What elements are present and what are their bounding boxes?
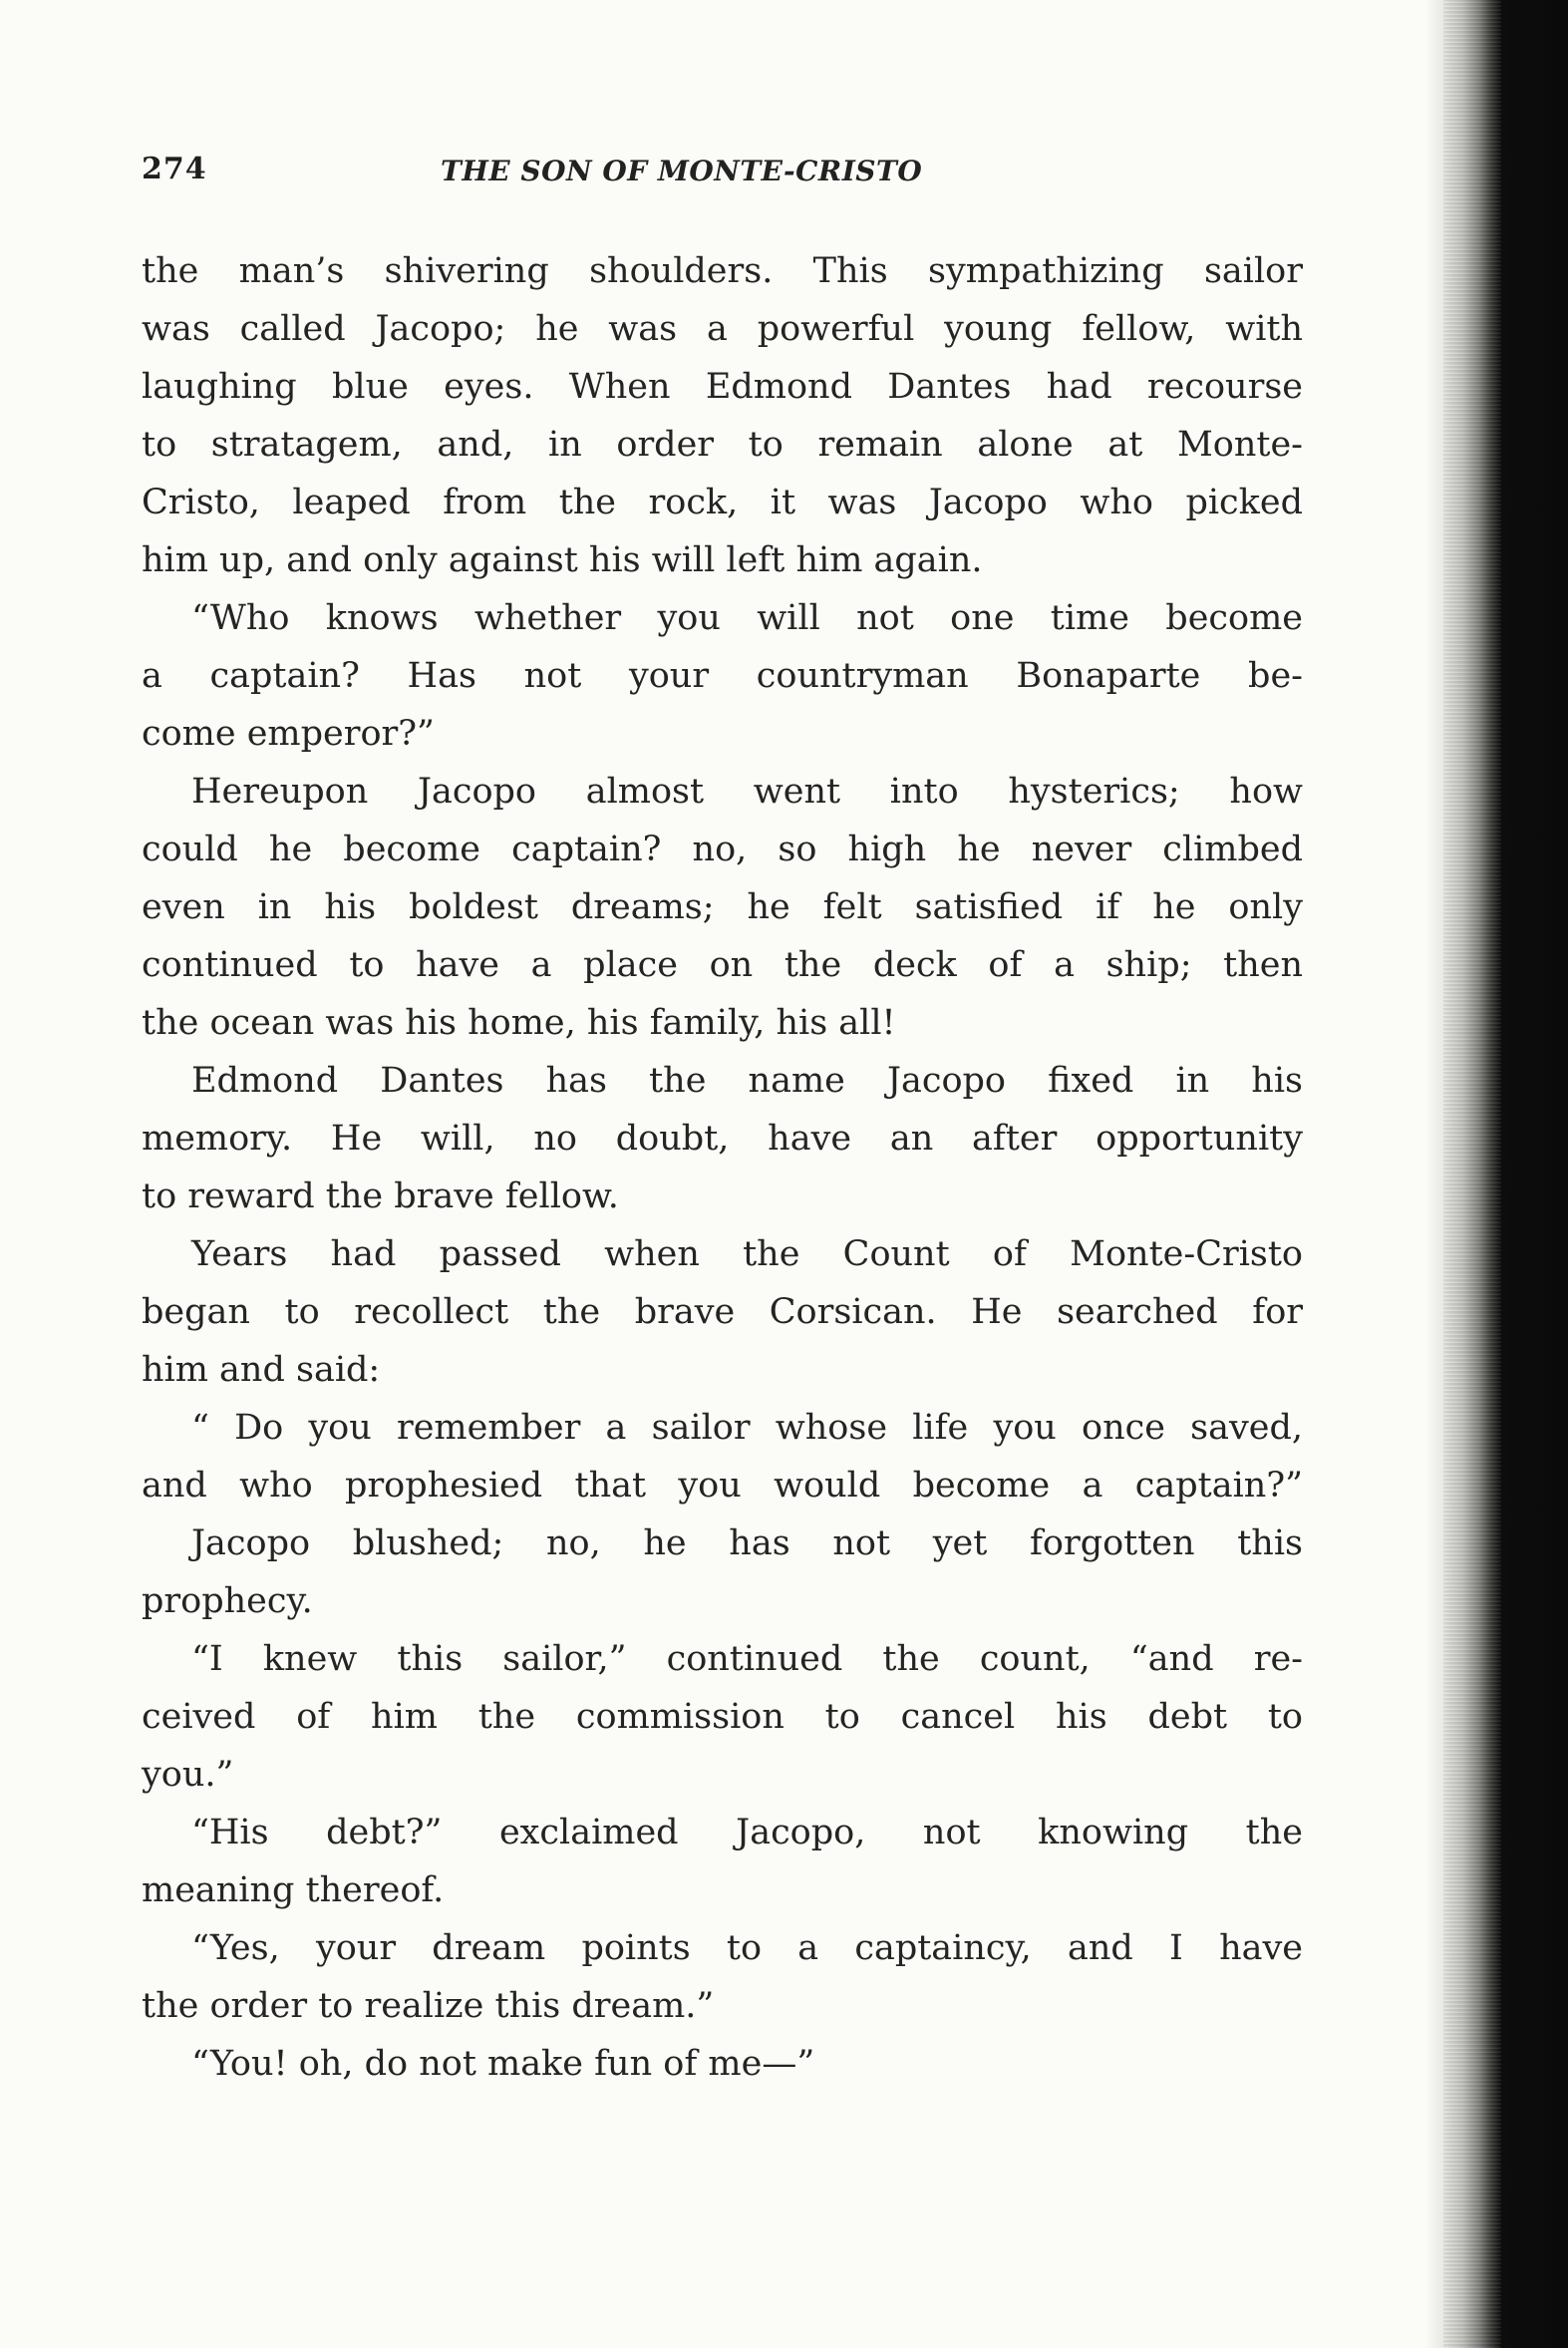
text-line: him up, and only against his will left him again.: [142, 540, 983, 580]
text-line: the order to realize this dream.”: [142, 1986, 715, 2026]
text-line: a captain? Has not your countryman Bonaparte be-: [142, 656, 1303, 696]
text-line: “ Do you remember a sailor whose life you once saved,: [191, 1408, 1303, 1448]
text-line: Edmond Dantes has the name Jacopo fixed in his: [191, 1061, 1303, 1101]
text-line: continued to have a place on the deck of a ship; then: [142, 945, 1303, 985]
page-number: 274: [142, 152, 207, 186]
text-line: you.”: [142, 1755, 234, 1795]
scanned-page-gutter: [1425, 0, 1568, 2348]
text-line: even in his boldest dreams; he felt satisfied if he only: [142, 887, 1303, 927]
text-line: Years had passed when the Count of Monte-Cristo: [191, 1234, 1303, 1274]
running-head: [142, 152, 1019, 203]
text-line: Hereupon Jacopo almost went into hysterics; how: [191, 772, 1303, 812]
text-line: Jacopo blushed; no, he has not yet forgotten this: [191, 1523, 1303, 1563]
text-line: “His debt?” exclaimed Jacopo, not knowing the: [191, 1813, 1303, 1852]
text-line: prophecy.: [142, 1581, 313, 1621]
text-line: the ocean was his home, his family, his all!: [142, 1003, 896, 1043]
text-line: and who prophesied that you would become a captain?”: [142, 1466, 1303, 1506]
text-line: the man’s shivering shoulders. This sympathizing sailor: [142, 251, 1303, 291]
text-line: “Yes, your dream points to a captaincy, and I have: [191, 1928, 1303, 1968]
text-line: began to recollect the brave Corsican. He searched for: [142, 1292, 1303, 1332]
text-line: to stratagem, and, in order to remain alone at Monte-: [142, 425, 1303, 465]
text-line: him and said:: [142, 1350, 381, 1390]
text-line: Cristo, leaped from the rock, it was Jacopo who picked: [142, 483, 1303, 522]
text-line: could he become captain? no, so high he never climbed: [142, 830, 1303, 869]
running-title: THE SON OF MONTE-CRISTO: [441, 155, 923, 187]
text-line: memory. He will, no doubt, have an after opportunity: [142, 1119, 1303, 1159]
text-line: “You! oh, do not make fun of me—”: [191, 2044, 815, 2084]
text-line: laughing blue eyes. When Edmond Dantes had recourse: [142, 367, 1303, 407]
text-line: “Who knows whether you will not one time become: [191, 598, 1303, 638]
text-line: was called Jacopo; he was a powerful young fellow, with: [142, 309, 1303, 349]
body-text: [142, 242, 1303, 2093]
text-line: meaning thereof.: [142, 1870, 445, 1910]
text-line: ceived of him the commission to cancel his debt to: [142, 1697, 1303, 1737]
text-line: to reward the brave fellow.: [142, 1176, 619, 1216]
text-line: “I knew this sailor,” continued the count, “and re-: [191, 1639, 1303, 1679]
text-line: come emperor?”: [142, 714, 435, 754]
